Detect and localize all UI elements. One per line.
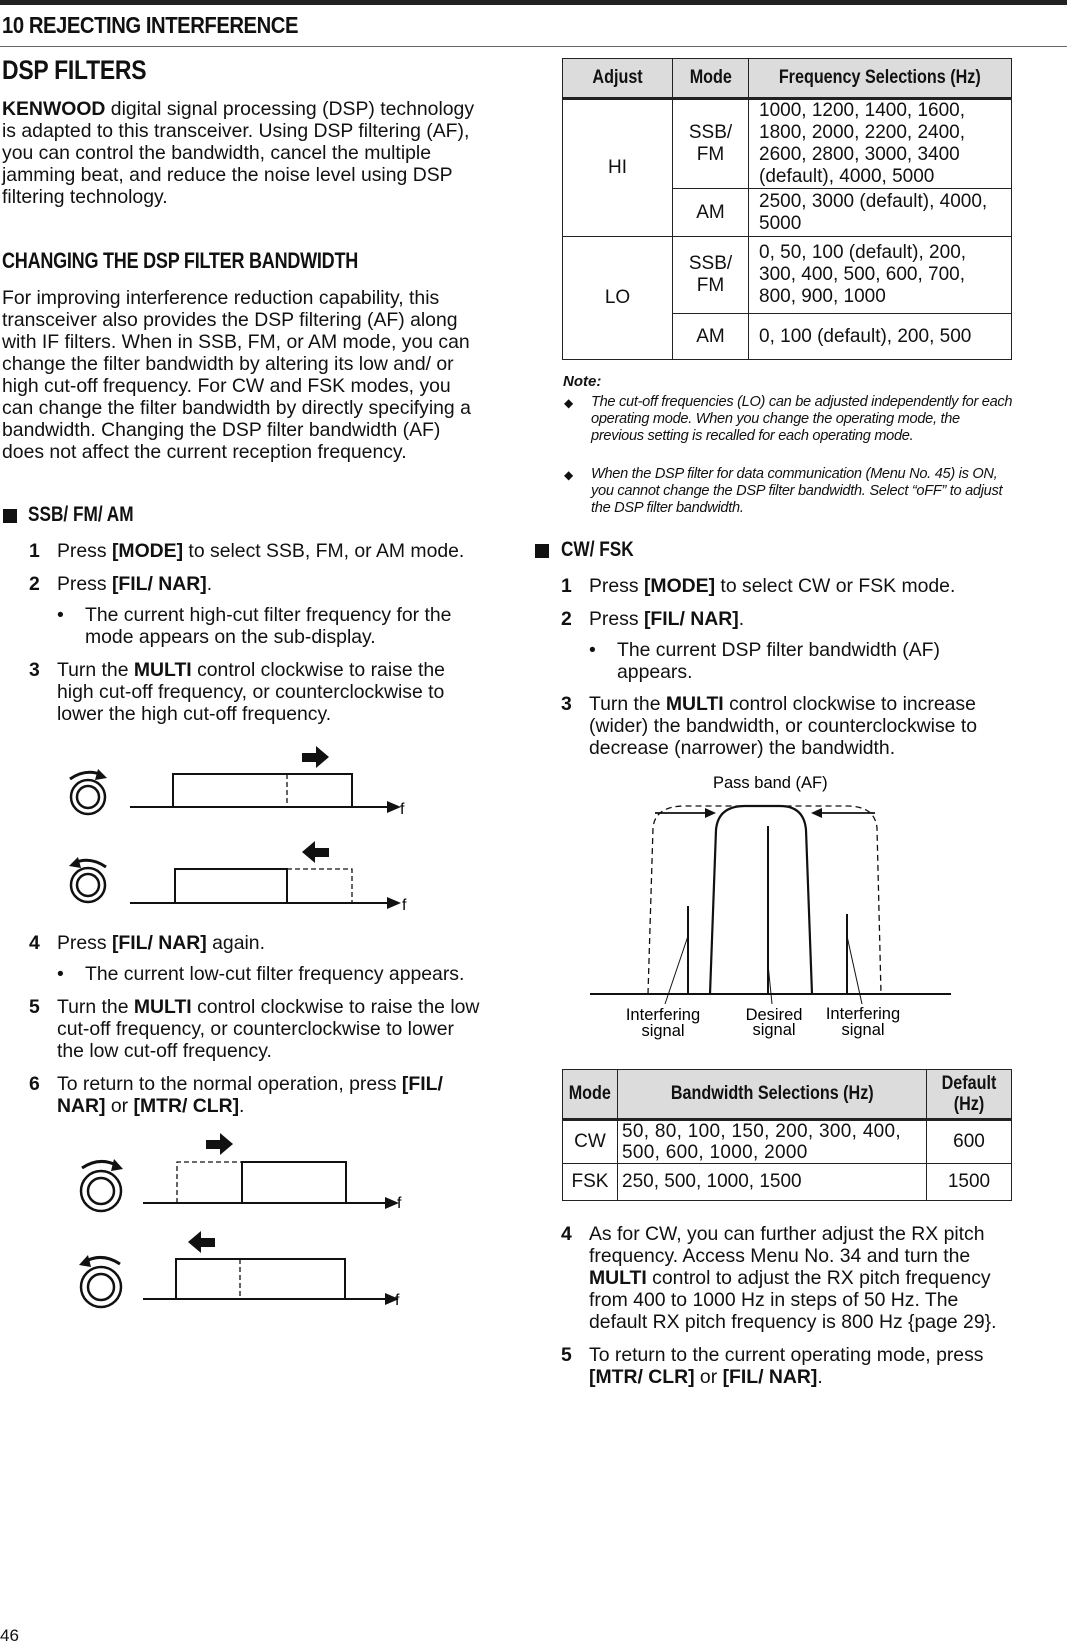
table-row [563,1164,1012,1201]
knob-counterclockwise-icon [79,1255,121,1307]
column-header-mode: Mode [563,1070,618,1120]
bandwidth-cell: 50, 80, 100, 150, 200, 300, 400, 500, 600, 1000, 2000 [618,1120,927,1164]
intro-paragraph [2,98,480,208]
signal-label: signal [641,1022,685,1040]
ssb-step-6: 6 To return to the normal operation, press [FIL/ NAR] or [MTR/ CLR]. [29,1073,443,1117]
page-title: DSP FILTERS [2,55,147,85]
low-cut-diagram [68,1128,428,1323]
default-cell: 600 [927,1120,1012,1164]
ssb-step-3: 3 Turn the MULTI control clockwise to raise the high cut-off frequency, or counterclockwise to lower the high cut-off frequency. [29,659,445,725]
column-header-adjust: Adjust [563,59,673,99]
mode-cell: AM [673,189,749,237]
desired-label: Desired [745,1006,803,1024]
cw-step-4: 4 As for CW, you can further adjust the RX pitch frequency. Access Menu No. 34 and turn the MULTI control to adjust the RX pitch frequency from 400 to 1000 Hz in steps of 50 Hz. The default RX pitch frequency is 800 Hz {page 29}. [561,1223,997,1333]
ssb-step-1: 1 Press [MODE] to select SSB, FM, or AM mode. [29,540,465,562]
mode-cell: SSB/ FM [673,237,749,314]
brand-name: KENWOOD [2,98,106,120]
section-title: CHANGING THE DSP FILTER BANDWIDTH [2,248,359,273]
section-paragraph: For improving interference reduction capability, this transceiver also provides the DSP filtering (AF) along with IF filters. When in SSB, FM, or AM mode, you can change the filter bandwidth by altering its low and/ or high cut-off frequency. For CW and FSK modes, you can change the filter bandwidth by directly specifying a bandwidth. Changing the DSP filter bandwidth (AF) does not affect the current reception frequency. [2,287,471,463]
mode-cell: CW [563,1120,618,1164]
ssb-step-4: 4 Press [FIL/ NAR] again. [29,932,265,954]
pass-band-diagram [585,768,957,1048]
top-rule [0,0,1067,5]
ssb-step-4-bullet: • The current low-cut filter frequency appears. [57,963,465,985]
frequency-cell: 1000, 1200, 1400, 1600, 1800, 2000, 2200, 2400, 2600, 2800, 3000, 3400 (default), 4000, 5000 [749,99,1012,189]
cw-step-5: 5 To return to the current operating mode, press [MTR/ CLR] or [FIL/ NAR]. [561,1344,984,1388]
cw-step-2: 2 Press [FIL/ NAR]. [561,608,745,630]
square-bullet-icon [535,544,549,558]
axis-f-label: f [400,801,405,818]
cw-heading: CW/ FSK [561,538,634,561]
adjust-hi-cell: HI [563,99,673,237]
mode-cell: AM [673,314,749,360]
bandwidth-table [562,1069,1012,1201]
frequency-cell: 2500, 3000 (default), 4000, 5000 [749,189,1012,237]
column-header-default: Default (Hz) [927,1070,1012,1120]
frequency-cell: 0, 100 (default), 200, 500 [749,314,1012,360]
knob-counterclockwise-icon [69,857,106,902]
pass-band-label: Pass band (AF) [713,774,828,792]
square-bullet-icon [3,509,17,523]
axis-f-label: f [397,1195,402,1212]
bandwidth-cell: 250, 500, 1000, 1500 [618,1164,927,1201]
chapter-rule [0,46,1067,47]
table-header-row [563,59,1012,99]
ssb-step-2: 2 Press [FIL/ NAR]. [29,573,213,595]
interfering-label: Interfering [625,1006,701,1024]
note-item: ◆ The cut-off frequencies (LO) can be adjusted independently for each operating mode. When you change the operating mode, the previous setting is recalled for each operating mode. [564,394,1013,444]
chapter-title: 10 REJECTING INTERFERENCE [2,12,299,38]
ssb-step-5: 5 Turn the MULTI control clockwise to raise the low cut-off frequency, or counterclockwise to lower the low cut-off frequency. [29,996,480,1062]
table-row [563,237,1012,314]
note-label: Note: [563,373,602,390]
knob-clockwise-icon [81,1159,123,1211]
axis-f-label: f [402,897,407,914]
arrow-left-icon [302,841,329,863]
arrow-right-icon [302,746,329,768]
default-cell: 1500 [927,1164,1012,1201]
note-item: ◆ When the DSP filter for data communication (Menu No. 45) is ON, you cannot change the DSP filter bandwidth. Select “oFF” to adjust the DSP filter bandwidth. [564,466,1003,516]
interfering-label: Interfering [825,1005,901,1023]
passband-curve [710,806,812,994]
table-header-row [563,1070,1012,1120]
column-header-frequency: Frequency Selections (Hz) [749,59,1012,99]
page-number: 46 [0,1626,19,1645]
cw-step-1: 1 Press [MODE] to select CW or FSK mode. [561,575,956,597]
signal-label: signal [841,1021,885,1039]
cw-step-2-bullet: • The current DSP filter bandwidth (AF) appears. [589,639,940,683]
table-row [563,99,1012,189]
cw-step-3: 3 Turn the MULTI control clockwise to increase (wider) the bandwidth, or counterclockwise to decrease (narrower) the bandwidth. [561,693,977,759]
mode-cell: FSK [563,1164,618,1201]
arrow-left-icon [188,1231,215,1253]
high-cut-diagram [60,740,420,920]
ssb-heading: SSB/ FM/ AM [28,503,134,526]
column-header-mode: Mode [673,59,749,99]
intro-text: digital signal processing (DSP) technology is adapted to this transceiver. Using DSP filtering (AF), you can control the bandwidth, cancel the multiple jamming beat, and reduce the noise level using DSP filtering technology. [2,98,475,208]
axis-f-label: f [395,1292,400,1309]
knob-clockwise-icon [70,769,107,814]
column-header-bandwidth: Bandwidth Selections (Hz) [618,1070,927,1120]
high-low-cut-table [562,58,1012,360]
table-row [563,1120,1012,1164]
signal-label: signal [752,1021,796,1039]
frequency-cell: 0, 50, 100 (default), 200, 300, 400, 500, 600, 700, 800, 900, 1000 [749,237,1012,314]
adjust-lo-cell: LO [563,237,673,360]
arrow-right-icon [206,1133,233,1155]
ssb-step-2-bullet: • The current high-cut filter frequency for the mode appears on the sub-display. [57,604,452,648]
mode-cell: SSB/ FM [673,99,749,189]
